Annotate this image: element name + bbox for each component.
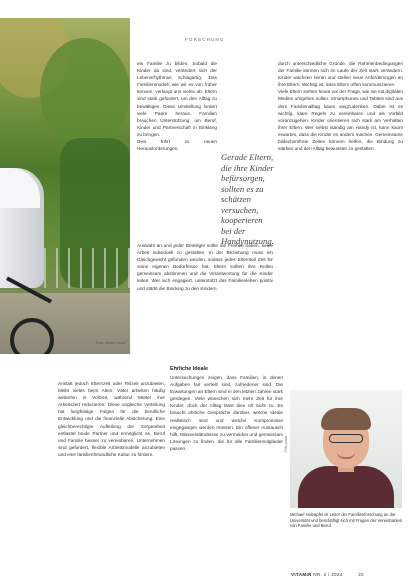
- stroller-wheel: [10, 318, 54, 354]
- paragraph: ein Familie zu bilden. Sobald die Kinder da sind, verändert sich der Lebensrhythmus schlagartig. Das Familienmodell, wie wir es von früher kennen, verlangt uns vieles ab. Eltern sind stark gefordert, um den Alltag zu bewältigen. Diese Umstellung fordert viele Paare heraus. Familien brauchen Unterstützung, um Beruf, Kinder und Partnerschaft in Einklang zu bringen.: [137, 61, 217, 137]
- paragraph: Auswahl an und jeder Beteiligte sollte die Freiheit haben, seine Arbeit individuell zu gestalten. In der Beziehung muss ein Gleichgewicht gefunden werden, sodass jedes Elternteil Zeit für seine eigenen Bedürfnisse hat. Eltern sollten ihre Rollen gemeinsam abstimmen und die Verantwortung für die Kinder teilen. Wer sich engagiert, unterstützt das Familienleben positiv und stärkt die Bindung zu den Kindern.: [137, 243, 273, 291]
- paragraph: durch unterschiedliche Gründe, die Rahmenbedingungen der Familie können sich im Laufe der Zeit stark verändern. Kinder wachsen heran und stellen neue Anforderungen an ihre Eltern. Wichtig ist, dass Eltern offen kommunizieren.: [278, 61, 403, 88]
- author-portrait: [290, 390, 402, 508]
- page-footer: [291, 572, 364, 577]
- portrait-credit: Foto: privat: [284, 436, 288, 452]
- article-column-3: [58, 380, 165, 458]
- issue-number: NR. 2 / 2024: [313, 572, 343, 577]
- article-column-1: [137, 60, 217, 152]
- article-column-1-bottom: [137, 242, 273, 292]
- magazine-name: VITAMIN: [291, 572, 312, 577]
- paragraph: Anstatt jedoch Elternzeit oder Teilzeit anzubieten, bleibt vieles beim Alten. Väter arbeiten häufig weiterhin in Vollzeit, während Mütter ihre Arbeitszeit reduzieren. Diese ungleiche Verteilung hat langfristige Folgen für die berufliche Entwicklung und die finanzielle Absicherung. Eine gleichberechtigte Aufteilung der Sorgearbeit entlastet beide Partner und ermöglicht es, Beruf und Familie besser zu vereinbaren. Unternehmen sind gefordert, flexible Arbeitsmodelle anzubieten und eine familienfreundliche Kultur zu fördern.: [58, 381, 165, 457]
- article-column-4: [170, 374, 283, 452]
- portrait-caption: Michael Holzapfel ist Leiter der Familienforschung an der Universität und beschäftigt sich mit Fragen der Vereinbarkeit von Familie und Beruf.: [290, 512, 402, 529]
- paragraph: Dies führt zu neuen Herausforderungen.: [137, 139, 217, 152]
- section-label: FORSCHUNG: [185, 37, 225, 42]
- pull-quote: Gerade Eltern, die ihre Kinder befürsorgen, sollten es zu schätzen versuchen, kooperieren bei der Handynutzung.: [221, 152, 274, 246]
- article-column-2: [278, 60, 403, 152]
- page-number: 23: [358, 572, 364, 577]
- section-heading: Ehrliche Ideale: [170, 366, 209, 372]
- glasses-icon: [329, 434, 363, 443]
- photo-credit: Foto: Adobe Stock: [96, 341, 126, 345]
- paragraph: Untersuchungen zeigen, dass Familien, in denen Aufgaben fair verteilt sind, zufriedener sind. Die Erwartungen an Eltern sind in den letzten Jahren stark gestiegen. Viele wünschen sich mehr Zeit für ihre Kinder, doch der Alltag lässt dies oft nicht zu. Es braucht ehrliche Gespräche darüber, welche Ideale realistisch sind und welche Kompromisse eingegangen werden müssen. Ein offener Austausch hilft, Missverständnisse zu vermeiden und gemeinsam Lösungen zu finden, die für alle Familienmitglieder passen.: [170, 375, 283, 451]
- paragraph: Viele Eltern stehen heute vor der Frage, wie sie mit digitalen Medien umgehen sollen. Smartphones und Tablets sind aus dem Familienalltag kaum wegzudenken. Dabei ist es wichtig, klare Regeln zu vereinbaren und als Vorbild voranzugehen. Kinder orientieren sich stark am Verhalten ihrer Eltern. Wer selbst ständig am Handy ist, kann kaum erwarten, dass die Kinder es anders machen. Gemeinsame bildschirmfreie Zeiten können helfen, die Bindung zu stärken und den Alltag bewusster zu gestalten.: [278, 89, 403, 152]
- garden-photo: [0, 18, 130, 354]
